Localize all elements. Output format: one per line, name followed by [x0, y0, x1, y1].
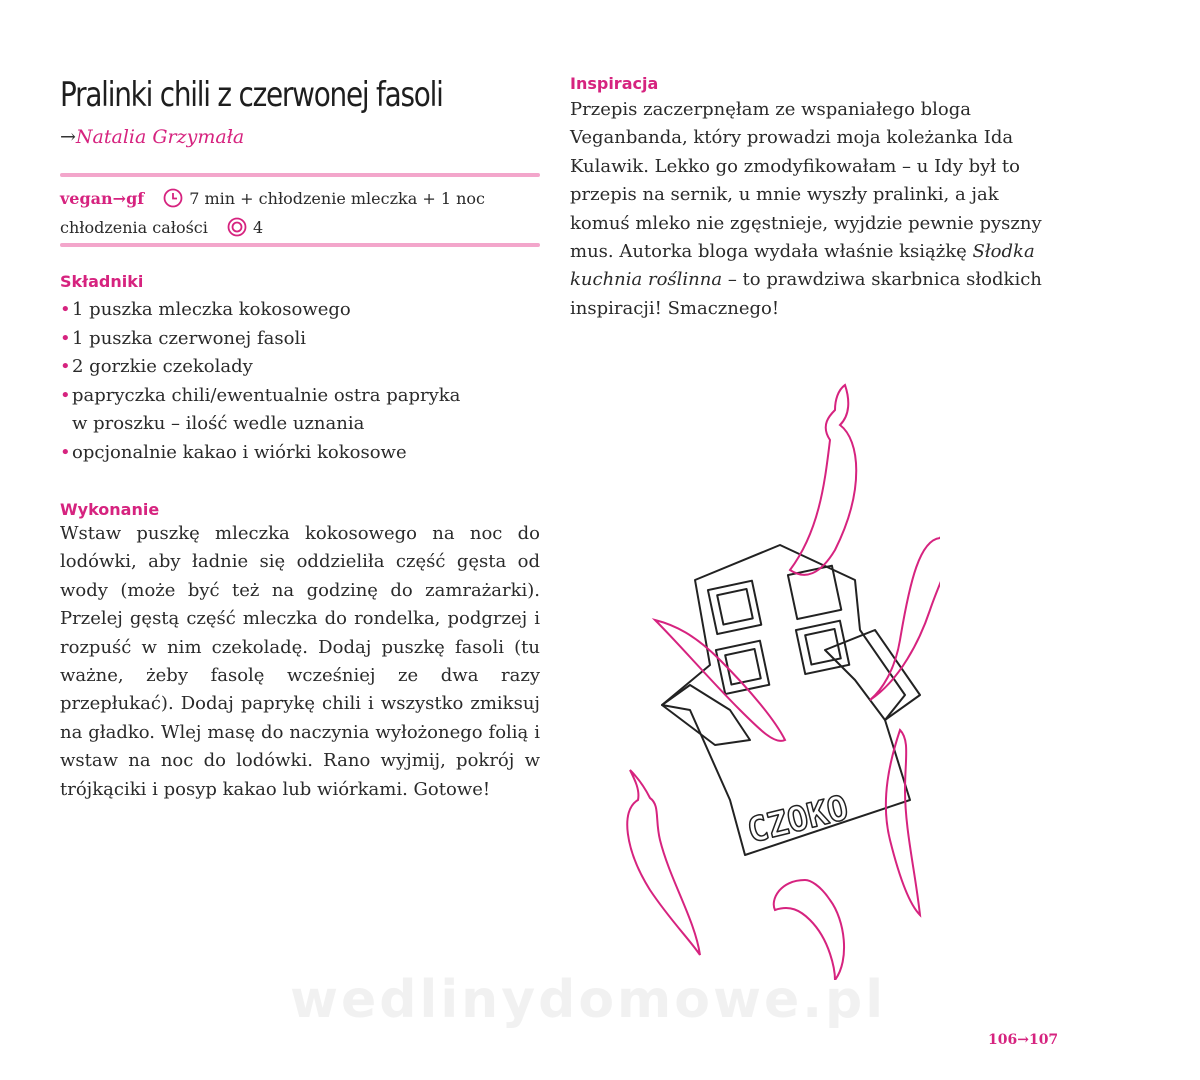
chocolate-label: CZOKO [743, 787, 853, 852]
bullet-icon: • [60, 384, 71, 406]
author-line [60, 126, 244, 148]
bullet-icon: • [60, 441, 71, 463]
prep-time-cont: chłodzenia całości [60, 218, 208, 237]
list-item: • 2 gorzkie czekolady [60, 353, 540, 382]
portions-icon [227, 217, 247, 237]
list-item: • opcjonalnie kakao i wiórki kokosowe [60, 439, 540, 468]
method-text: Wstaw puszkę mleczka kokosowego na noc do lodówki, aby ładnie się oddzieliła część gęsta od wody (może być też na godzinę do zamrażarki). Przelej gęstą część mleczka do rondelka, podgrzej i rozpuść w nim czekoladę. Dodaj puszkę fasoli (tu ważne, żeby fasolę wcześniej ze dwa razy przepłukać). Dodaj paprykę chili i wszystko zmiksuj na gładko. Wlej masę do naczynia wyłożonego folią i wstaw na noc do lodówki. Rano wyjmij, pokrój w trójkąciki i posyp kakao lub wiórkami. Gotowe! [60, 523, 540, 800]
clock-icon [163, 188, 183, 208]
ingredients-list [60, 296, 540, 467]
portions-count: 4 [252, 218, 264, 237]
inspiration-heading: Inspiracja [570, 74, 659, 93]
prep-time: 7 min + chłodzenie mleczka + 1 noc [189, 189, 485, 208]
page-numbers: 106→107 [988, 1032, 1059, 1048]
arrow-icon: → [60, 126, 76, 148]
list-item: • 1 puszka czerwonej fasoli [60, 325, 540, 354]
diet-badge: vegan→gf [60, 189, 145, 208]
bullet-icon: • [60, 356, 71, 377]
chocolate-chili-illustration [620, 380, 940, 980]
recipe-title: Pralinki chili z czerwonej fasoli [60, 74, 443, 115]
divider-top [60, 173, 540, 177]
method-heading: Wykonanie [60, 500, 160, 519]
list-item: • papryczka chili/ewentualnie ostra papryka w proszku – ilość wedle uznania [60, 382, 540, 439]
inspiration-text: Przepis zaczerpnęłam ze wspaniałego bloga Veganbanda, który prowadzi moja koleżanka Ida Kulawik. Lekko go zmodyfikowałam – u Idy był to przepis na sernik, u mnie wyszły pralinki, a jak komuś mleko nie zgęstnieje, wyjdzie pewnie pyszny mus. Autorka bloga wydała właśnie książkę Słodka kuchnia roślinna – to prawdziwa skarbnica słodkich inspiracji! Smacznego! [570, 99, 1042, 319]
list-item: • 1 puszka mleczka kokosowego [60, 296, 540, 325]
bullet-icon: • [60, 299, 71, 320]
bullet-icon: • [60, 327, 71, 349]
ingredients-heading: Składniki [60, 272, 144, 291]
book-title: Słodka kuchnia roślinna [570, 241, 1035, 291]
recipe-meta [60, 184, 530, 242]
author-name: Natalia Grzymała [75, 126, 245, 148]
watermark: wedlinydomowe.pl [290, 970, 887, 1030]
divider-bottom [60, 243, 540, 247]
